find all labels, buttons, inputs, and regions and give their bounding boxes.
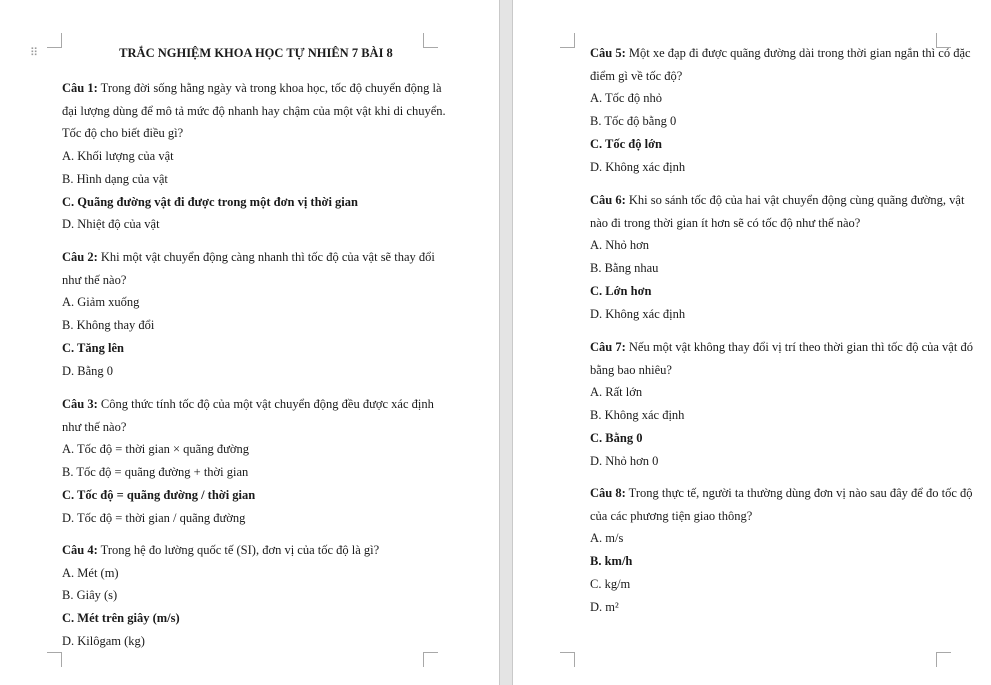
- answer-option: D. Kilôgam (kg): [62, 633, 145, 648]
- answer-option: B. Không thay đổi: [62, 318, 155, 333]
- question-block[interactable]: [590, 42, 982, 178]
- question-text: [590, 336, 982, 381]
- question-block[interactable]: [62, 77, 446, 236]
- answer-option: B. Giây (s): [62, 588, 118, 603]
- question-stem: Công thức tính tốc độ của một vật chuyển động đều được xác định như thế nào?: [62, 397, 434, 434]
- question-text: [590, 482, 982, 527]
- question-stem: Trong thực tế, người ta thường dùng đơn vị nào sau đây để đo tốc độ của các phương tiện giao thông?: [590, 486, 973, 523]
- question-number: Câu 4:: [62, 543, 98, 557]
- answer-option-correct: C. Mét trên giây (m/s): [62, 611, 180, 626]
- question-number: Câu 5:: [590, 46, 626, 60]
- answer-option-correct: C. Bằng 0: [590, 430, 643, 445]
- answer-option: B. Tốc độ = quãng đường + thời gian: [62, 465, 249, 480]
- answer-option: D. m²: [590, 599, 619, 614]
- answer-option-correct: C. Tốc độ = quãng đường / thời gian: [62, 487, 256, 502]
- margin-corner-mark: [423, 652, 438, 667]
- document-page-right[interactable]: [513, 0, 991, 685]
- question-text: [590, 42, 982, 87]
- question-text: [62, 246, 446, 291]
- answer-option: D. Nhỏ hơn 0: [590, 453, 659, 468]
- answer-option-correct: B. km/h: [590, 554, 633, 569]
- question-stem: Khi một vật chuyển động càng nhanh thì tốc độ của vật sẽ thay đổi như thế nào?: [62, 250, 435, 287]
- question-text: [62, 539, 446, 562]
- answer-option: B. Bằng nhau: [590, 261, 659, 276]
- question-text: [590, 189, 982, 234]
- question-number: Câu 7:: [590, 340, 626, 354]
- question-stem: Nếu một vật không thay đổi vị trí theo thời gian thì tốc độ của vật đó bằng bao nhiêu?: [590, 340, 973, 377]
- document-title: TRẮC NGHIỆM KHOA HỌC TỰ NHIÊN 7 BÀI 8: [119, 46, 393, 60]
- question-stem: Một xe đạp đi được quãng đường dài trong thời gian ngắn thì có đặc điểm gì về tốc độ?: [590, 46, 971, 83]
- margin-corner-mark: [47, 33, 62, 48]
- answer-option: D. Bằng 0: [62, 363, 114, 378]
- answer-option: A. Tốc độ = thời gian × quãng đường: [62, 442, 249, 457]
- answer-option-correct: C. Tăng lên: [62, 340, 124, 355]
- question-number: Câu 1:: [62, 81, 98, 95]
- question-text: [62, 393, 446, 438]
- answer-option: D. Tốc độ = thời gian / quãng đường: [62, 510, 246, 525]
- page-gap: [499, 0, 513, 685]
- question-stem: Trong hệ đo lường quốc tế (SI), đơn vị của tốc độ là gì?: [97, 543, 380, 557]
- answer-option: A. Nhỏ hơn: [590, 238, 650, 253]
- answer-option: B. Hình dạng của vật: [62, 171, 168, 186]
- question-stem: Khi so sánh tốc độ của hai vật chuyển động cùng quãng đường, vật nào đi trong thời gian ít hơn sẽ có tốc độ như thế nào?: [590, 193, 965, 230]
- answer-option: A. Mét (m): [62, 565, 119, 580]
- question-stem: Trong đời sống hằng ngày và trong khoa học, tốc độ chuyển động là đại lượng dùng để mô tả mức độ nhanh hay chậm của một vật khi di chuyển. Tốc độ cho biết điều gì?: [62, 81, 446, 141]
- answer-option-correct: C. Lớn hơn: [590, 283, 652, 298]
- answer-option: A. Tốc độ nhỏ: [590, 91, 662, 106]
- answer-option: B. Tốc độ bằng 0: [590, 114, 677, 129]
- answer-option: A. m/s: [590, 531, 624, 546]
- margin-corner-mark: [936, 652, 951, 667]
- answer-option-correct: C. Tốc độ lớn: [590, 136, 662, 151]
- question-block[interactable]: [590, 336, 982, 472]
- answer-option: A. Khối lượng của vật: [62, 149, 174, 164]
- question-number: Câu 3:: [62, 397, 98, 411]
- answer-option: A. Rất lớn: [590, 385, 643, 400]
- question-text: [62, 77, 446, 145]
- question-block[interactable]: [590, 189, 982, 325]
- answer-option: A. Giảm xuống: [62, 295, 140, 310]
- answer-option-correct: C. Quãng đường vật đi được trong một đơn vị thời gian: [62, 194, 358, 209]
- margin-corner-mark: [47, 652, 62, 667]
- question-number: Câu 6:: [590, 193, 626, 207]
- question-number: Câu 2:: [62, 250, 98, 264]
- answer-option: D. Không xác định: [590, 159, 686, 174]
- question-number: Câu 8:: [590, 486, 626, 500]
- answer-option: D. Nhiệt độ của vật: [62, 217, 160, 232]
- question-block[interactable]: [62, 539, 446, 653]
- question-block[interactable]: [62, 393, 446, 529]
- question-block[interactable]: [62, 246, 446, 382]
- answer-option: C. kg/m: [590, 576, 631, 591]
- answer-option: D. Không xác định: [590, 306, 686, 321]
- answer-option: B. Không xác định: [590, 408, 685, 423]
- table-move-handle-icon[interactable]: ⠿: [30, 46, 40, 59]
- question-block[interactable]: [590, 482, 982, 618]
- margin-corner-mark: [560, 652, 575, 667]
- margin-corner-mark: [560, 33, 575, 48]
